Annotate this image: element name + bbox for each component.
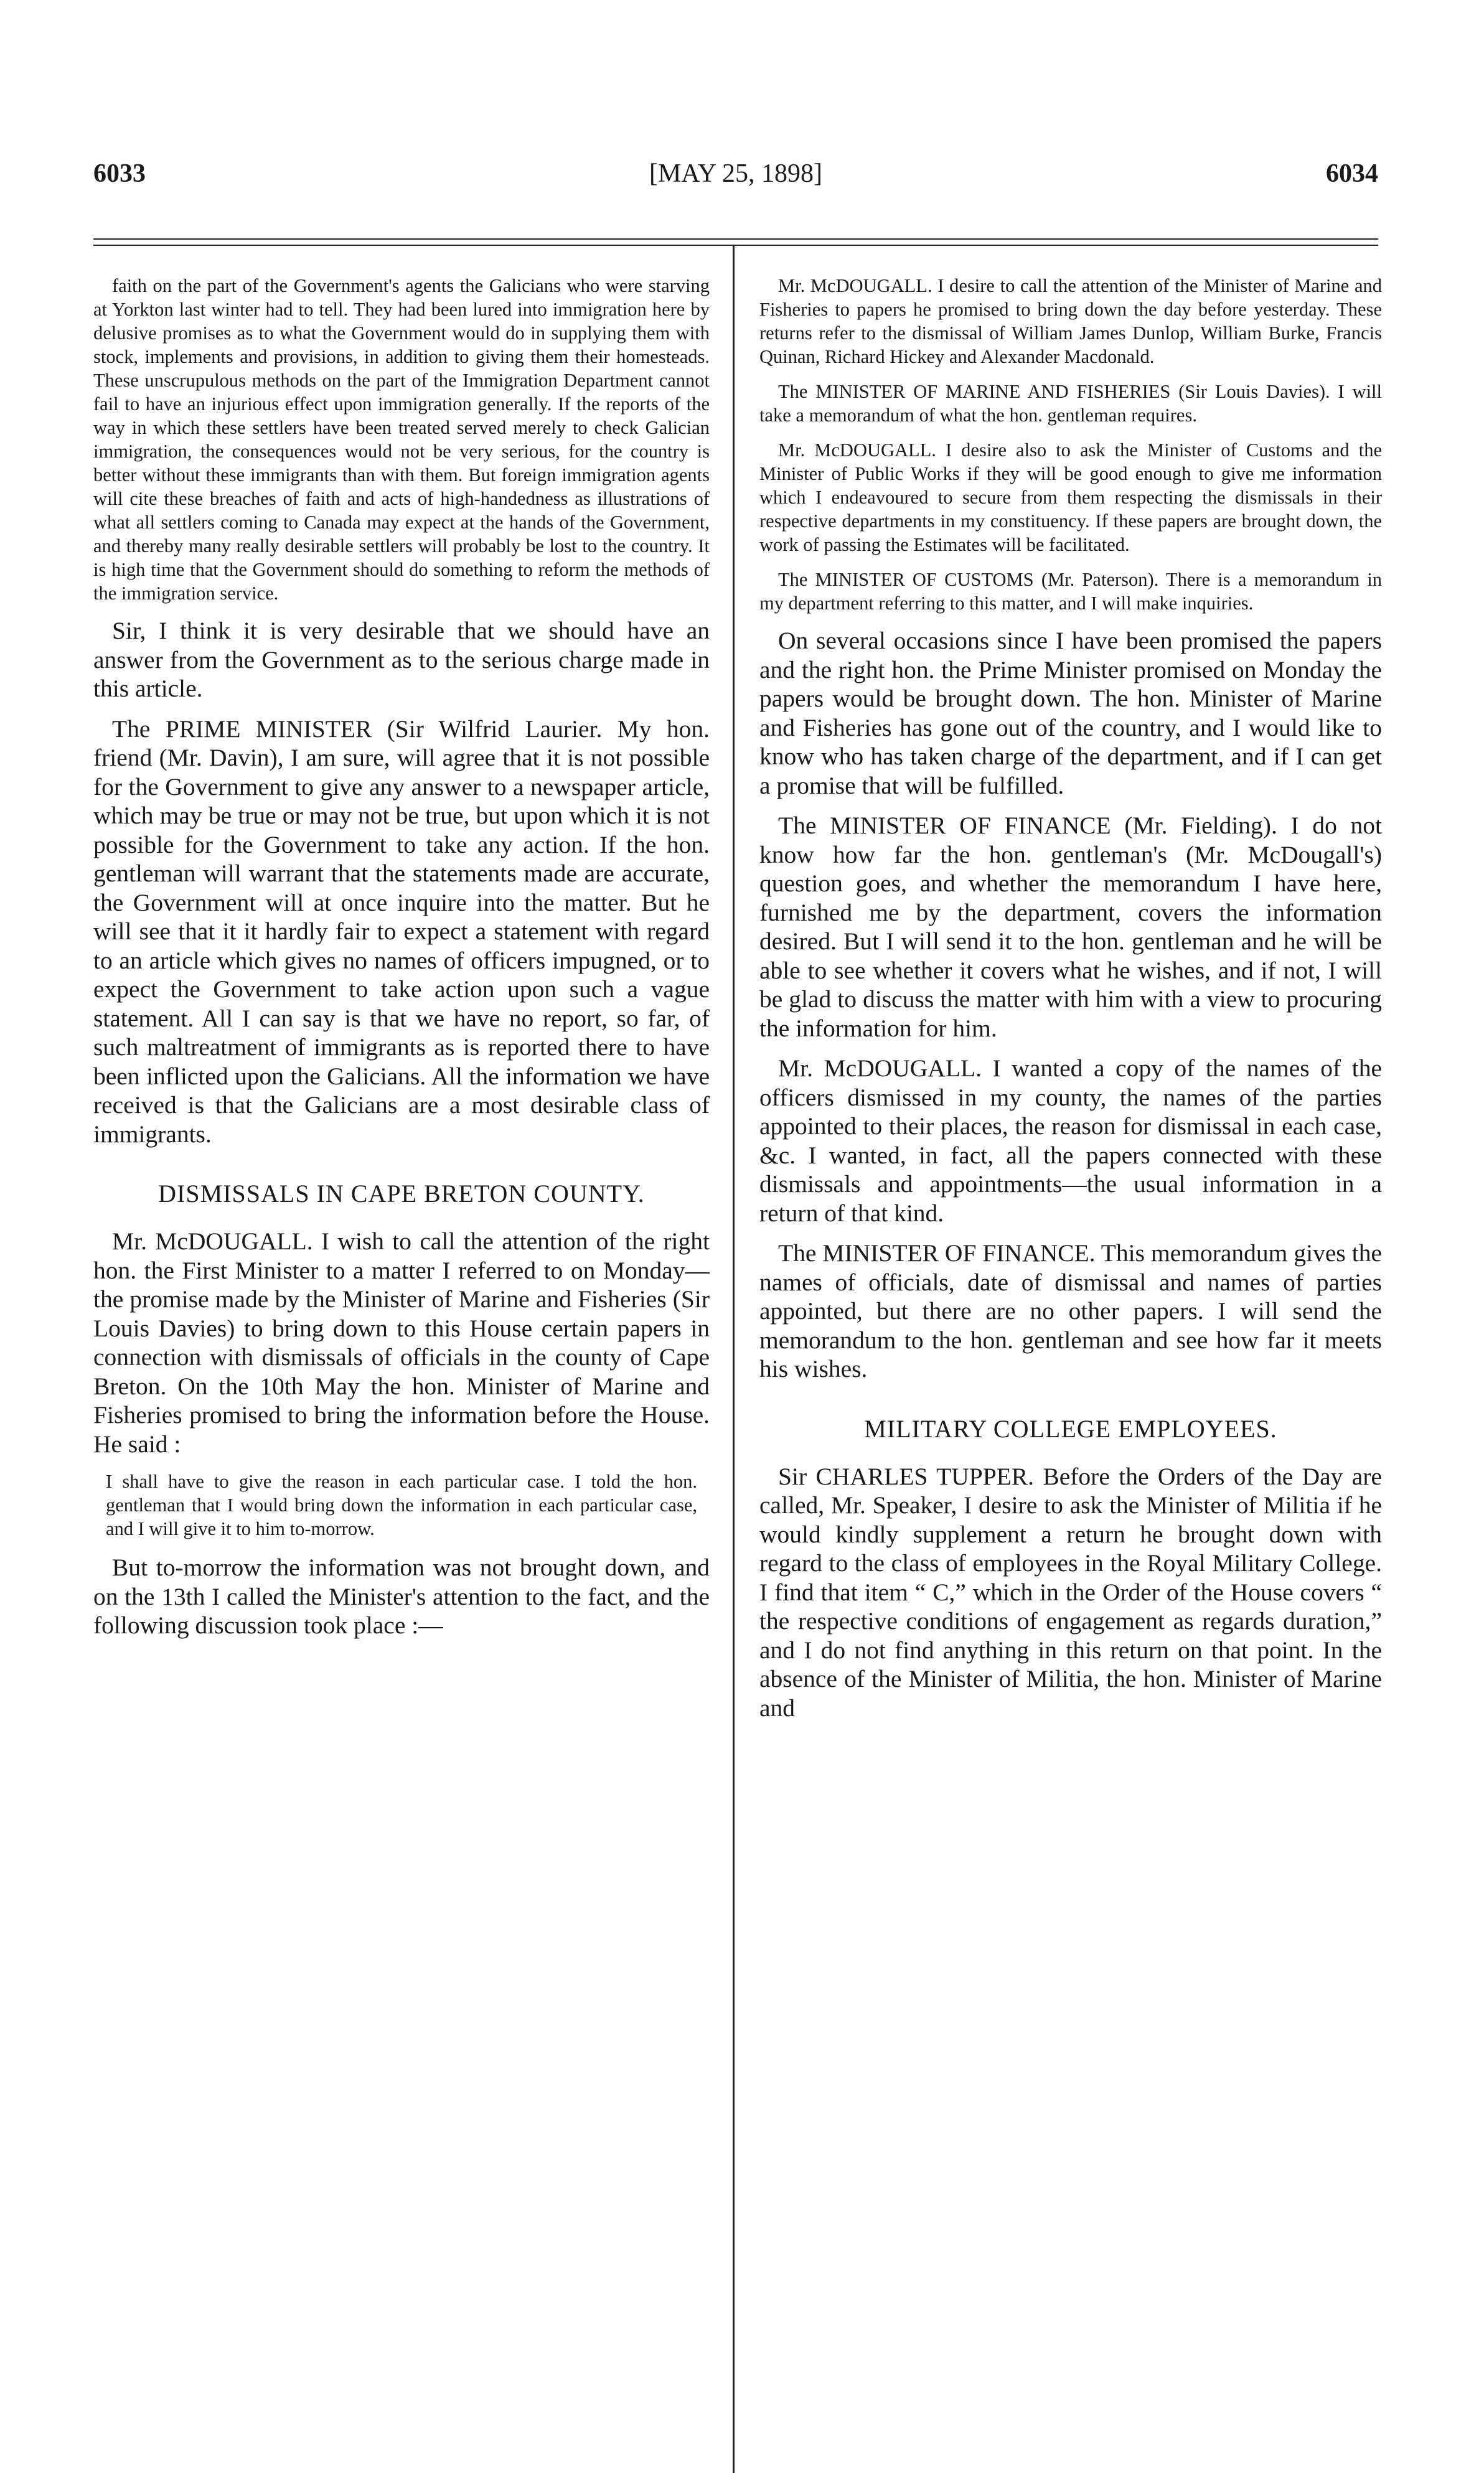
right-paragraph-9: Sir CHARLES TUPPER. Before the Orders of the Day are called, Mr. Speaker, I desire to ask the Minister of Militia if he would kindly supplement a return he brought down with regard to the class of employees in the Royal Military College. I find that item “ C,” which in the Order of the House covers “ the respective conditions of engagement as regards duration,” and I do not find anything in this return on that point. In the absence of the Minister of Militia, the hon. Minister of Marine and — [759, 1462, 1382, 1722]
right-paragraph-4: The MINISTER OF CUSTOMS (Mr. Paterson). There is a memorandum in my department referring to this matter, and I will make inquiries. — [759, 569, 1382, 614]
right-column — [759, 274, 1382, 1734]
left-paragraph-1: faith on the part of the Government's agents the Galicians who were starving at Yorkton last winter had to tell. They had been lured into immigration here by delusive promises as to what the Government would do in supplying them with stock, implements and provisions, in addition to giving them their homesteads. These unscrupulous methods on the part of the Immigration Department cannot fail to have an injurious effect upon immigration generally. If the reports of the way in which these settlers have been treated served merely to check Galician immigration, the consequences would not be very serious, for the country is better without these immigrants than with them. But foreign immigration agents will cite these breaches of faith and acts of high-handedness as illustrations of what all settlers coming to Canada may expect at the hands of the Government, and thereby many really desirable settlers will probably be lost to the country. It is high time that the Government should do something to reform the methods of the immigration service. — [93, 275, 710, 604]
right-paragraph-8: The MINISTER OF FINANCE. This memorandum gives the names of officials, date of dismissal and names of parties appointed, but there are no other papers. I will send the memorandum to the hon. gentleman and see how far it meets his wishes. — [759, 1239, 1382, 1382]
section-heading-military-college: MILITARY COLLEGE EMPLOYEES. — [864, 1414, 1277, 1443]
page-number-left: 6033 — [93, 159, 146, 188]
header-rule-top — [93, 238, 1378, 240]
section-heading-dismissals: DISMISSALS IN CAPE BRETON COUNTY. — [158, 1180, 645, 1208]
column-divider — [733, 245, 735, 2473]
page-number-right: 6034 — [1326, 159, 1378, 188]
right-paragraph-3: Mr. McDOUGALL. I desire also to ask the Minister of Customs and the Minister of Public Works if they will be good enough to give me information which I endeavoured to secure from them respecting the dismissals in their respective departments in my constituency. If these papers are brought down, the work of passing the Estimates will be facilitated. — [759, 439, 1382, 555]
left-column — [93, 274, 710, 1651]
left-paragraph-2: Sir, I think it is very desirable that we should have an answer from the Government as to the serious charge made in this article. — [93, 617, 710, 702]
right-paragraph-7: Mr. McDOUGALL. I wanted a copy of the names of the officers dismissed in my county, the names of the parties appointed to their places, the reason for dismissal in each case, &c. I wanted, in fact, all the papers connected with these dismissals and appointments—the usual information in a return of that kind. — [759, 1054, 1382, 1227]
right-paragraph-1: Mr. McDOUGALL. I desire to call the attention of the Minister of Marine and Fisheries to papers he promised to bring down the day before yesterday. These returns refer to the dismissal of William James Dunlop, William Burke, Francis Quinan, Richard Hickey and Alexander Macdonald. — [759, 275, 1382, 367]
page-date: [MAY 25, 1898] — [649, 159, 823, 188]
right-paragraph-6: The MINISTER OF FINANCE (Mr. Fielding). I do not know how far the hon. gentleman's (Mr. McDougall's) question goes, and whether the memorandum I have here, furnished me by the department, covers the information desired. But I will send it to the hon. gentleman and he will be able to see whether it covers what he wishes, and if not, I will be glad to discuss the matter with him with a view to procuring the information for him. — [759, 812, 1382, 1042]
header-rule-bottom — [93, 245, 1378, 246]
left-paragraph-5: But to-morrow the information was not brought down, and on the 13th I called the Minister's attention to the fact, and the following discussion took place :— — [93, 1554, 710, 1639]
left-paragraph-4: Mr. McDOUGALL. I wish to call the attention of the right hon. the First Minister to a matter I referred to on Monday—the promise made by the Minister of Marine and Fisheries (Sir Louis Davies) to bring down to this House certain papers in connection with dismissals of officials in the county of Cape Breton. On the 10th May the hon. Minister of Marine and Fisheries promised to bring the information before the House. He said : — [93, 1227, 710, 1458]
right-paragraph-5: On several occasions since I have been promised the papers and the right hon. the Prime Minister promised on Monday the papers would be brought down. The hon. Minister of Marine and Fisheries has gone out of the country, and I would like to know who has taken charge of the department, and if I can get a promise that will be fulfilled. — [759, 627, 1382, 799]
left-paragraph-3: The PRIME MINISTER (Sir Wilfrid Laurier. My hon. friend (Mr. Davin), I am sure, will agree that it is not possible for the Government to give any answer to a newspaper article, which may be true or may not be true, but upon which it is not possible for the Government to take any action. If the hon. gentleman will warrant that the statements made are accurate, the Government will at once inquire into the matter. But he will see that it it hardly fair to expect a statement with regard to an article which gives no names of officers impugned, or to expect the Government to take action upon such a vague statement. All I can say is that we have no report, so far, of such maltreatment of immigrants as is reported there to have been inflicted upon the Galicians. All the information we have received is that the Galicians are a most desirable class of immigrants. — [93, 715, 710, 1148]
right-paragraph-2: The MINISTER OF MARINE AND FISHERIES (Sir Louis Davies). I will take a memorandum of what the hon. gentleman requires. — [759, 381, 1382, 426]
left-quote: I shall have to give the reason in each particular case. I told the hon. gentleman that I would bring down the information in each particular case, and I will give it to him to-morrow. — [106, 1471, 697, 1539]
page-header — [93, 159, 1378, 196]
